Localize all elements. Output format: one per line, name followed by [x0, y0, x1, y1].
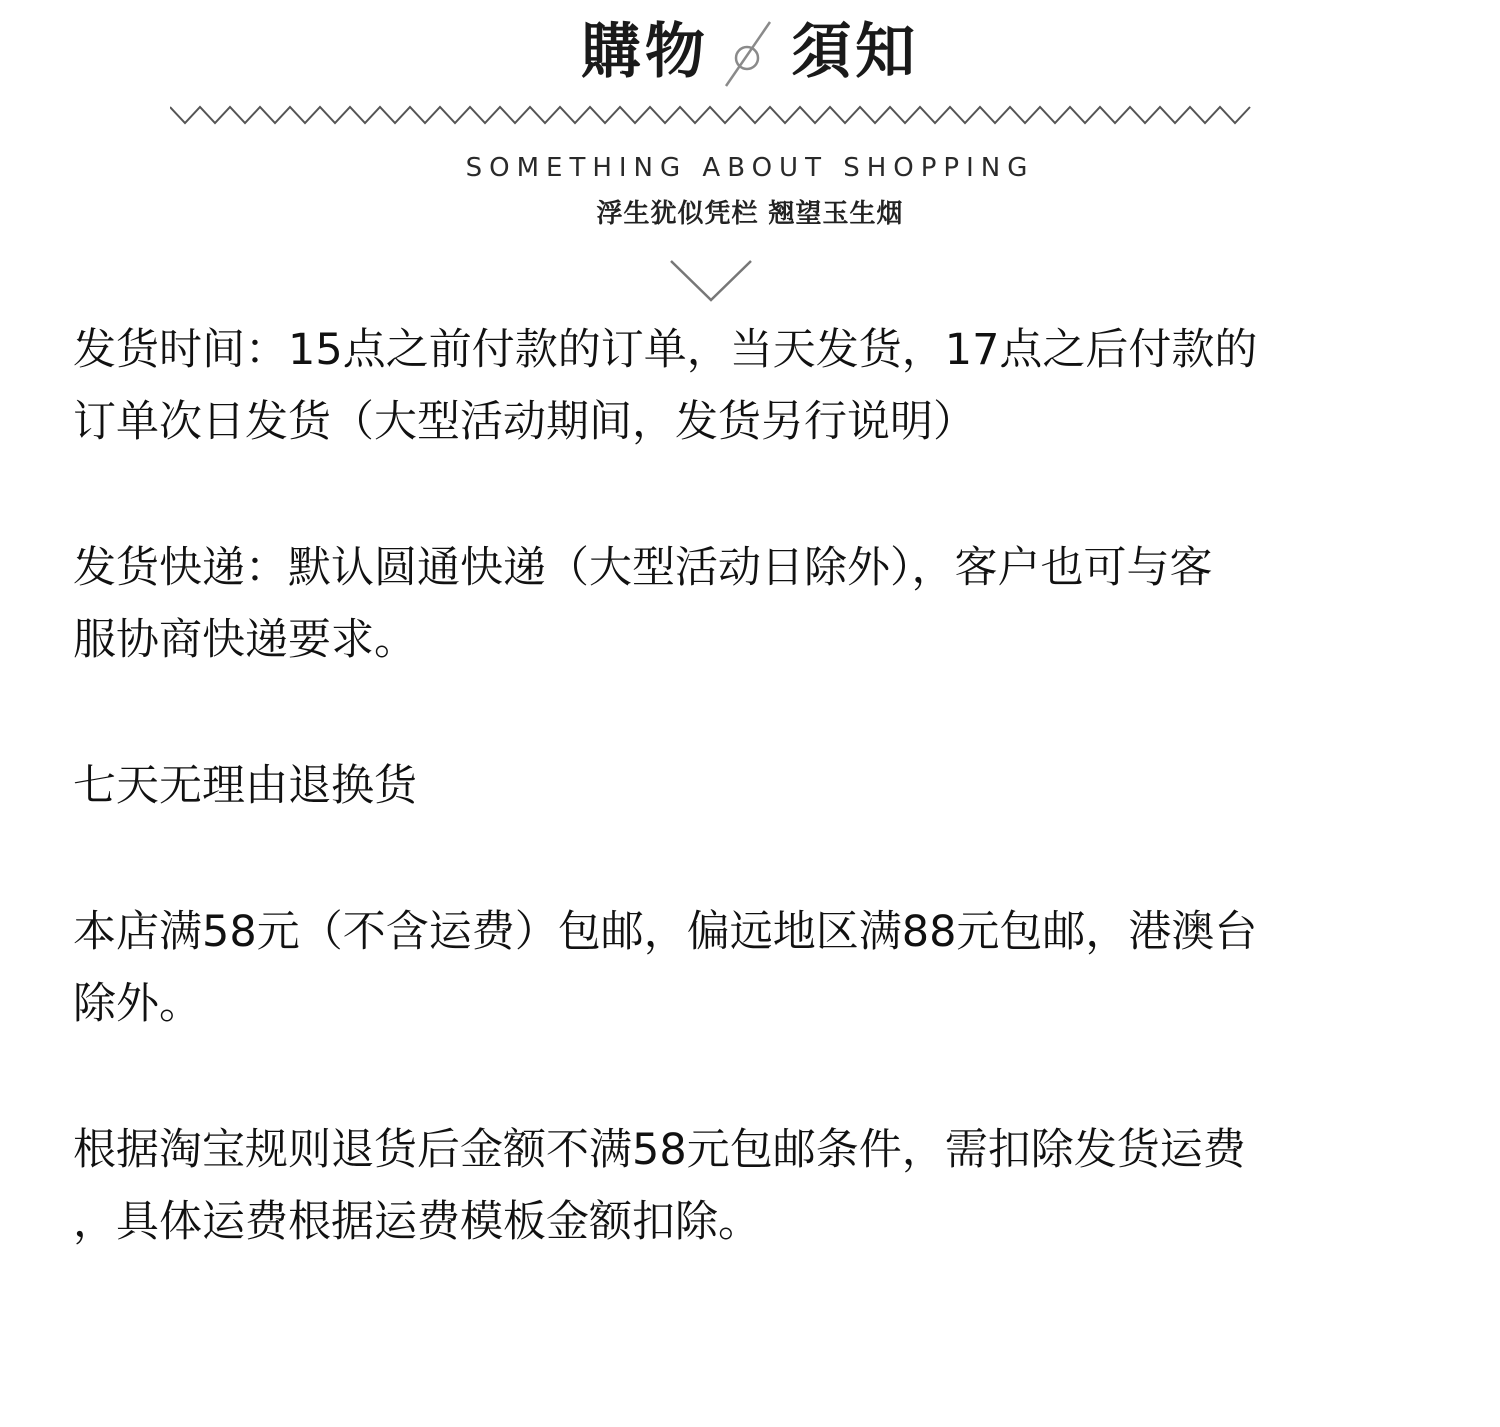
notice-courier: 发货快递：默认圆通快递（大型活动日除外），客户也可与客 服协商快递要求。 — [73, 543, 1213, 665]
title-left: 購物 — [580, 17, 709, 87]
notice-shipping-time: 发货时间：15点之前付款的订单，当天发货，17点之后付款的 订单次日发货（大型活动期间，发货另行说明） — [73, 325, 1258, 447]
notice-free-shipping: 本店满58元（不含运费）包邮，偏远地区满88元包邮，港澳台 除外。 — [73, 907, 1258, 1029]
subtitle-chinese: 浮生犹似凭栏 翘望玉生烟 — [596, 199, 904, 229]
page-title — [0, 12, 1500, 92]
zigzag-divider — [170, 103, 1260, 127]
chevron-down-icon — [668, 258, 754, 304]
notice-return-shipping-fee: 根据淘宝规则退货后金额不满58元包邮条件，需扣除发货运费 ，具体运费根据运费模板金额扣除。 — [73, 1125, 1246, 1247]
subtitle-english: SOMETHING ABOUT SHOPPING — [465, 153, 1035, 183]
title-right: 須知 — [791, 17, 920, 87]
page-header — [0, 0, 1500, 310]
shopping-notice-list — [73, 314, 1393, 1258]
notice-seven-day-return: 七天无理由退换货 — [73, 761, 417, 811]
pin-ornament-icon — [720, 12, 780, 92]
